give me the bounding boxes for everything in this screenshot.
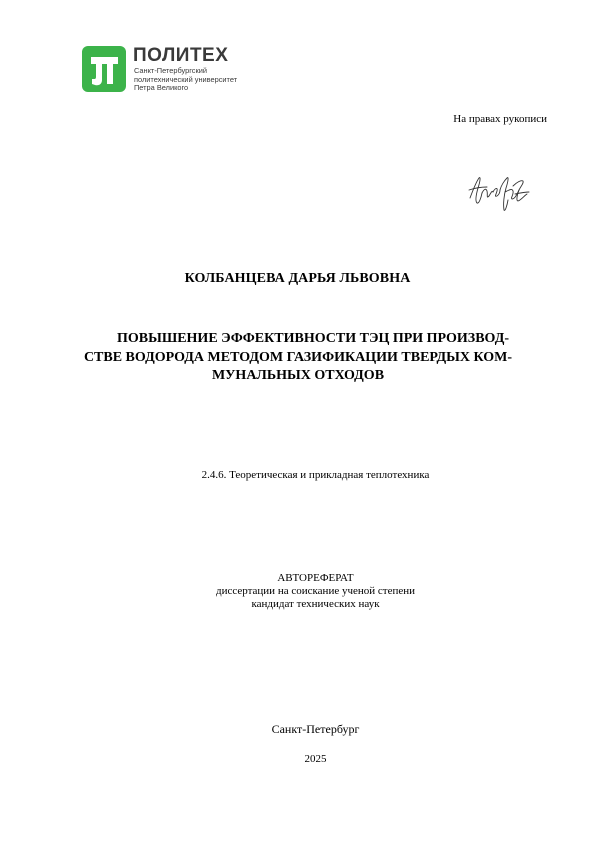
year: 2025	[304, 753, 327, 765]
politech-logo-icon	[82, 46, 126, 92]
logo-name: ПОЛИТЕХ	[133, 45, 229, 66]
logo-subtitle-line: Санкт-Петербургский	[134, 66, 207, 75]
abstract-line: диссертации на соискание ученой степени	[215, 585, 416, 597]
abstract-line: кандидат технических наук	[251, 598, 380, 610]
abstract-label: АВТОРЕФЕРАТ	[277, 572, 354, 584]
title-line: МУНАЛЬНЫХ ОТХОДОВ	[211, 368, 385, 383]
dissertation-title	[50, 330, 546, 386]
specialty-code: 2.4.6. Теоретическая и прикладная теплотехника	[201, 469, 430, 481]
handwritten-signature	[467, 168, 531, 214]
logo-subtitle	[134, 67, 237, 93]
university-logo	[82, 46, 262, 96]
author-name: КОЛБАНЦЕВА ДАРЬЯ ЛЬВОВНА	[184, 271, 411, 286]
abstract-heading	[0, 572, 595, 611]
logo-subtitle-line: Петра Великого	[134, 83, 189, 93]
title-line: СТВЕ ВОДОРОДА МЕТОДОМ ГАЗИФИКАЦИИ ТВЕРДЫХ КОМ-	[83, 349, 513, 365]
city: Санкт-Петербург	[271, 722, 360, 736]
title-line: ПОВЫШЕНИЕ ЭФФЕКТИВНОСТИ ТЭЦ ПРИ ПРОИЗВОД-	[116, 331, 510, 346]
manuscript-rights-note: На правах рукописи	[453, 113, 547, 125]
logo-subtitle-line: политехнический университет	[134, 74, 238, 84]
